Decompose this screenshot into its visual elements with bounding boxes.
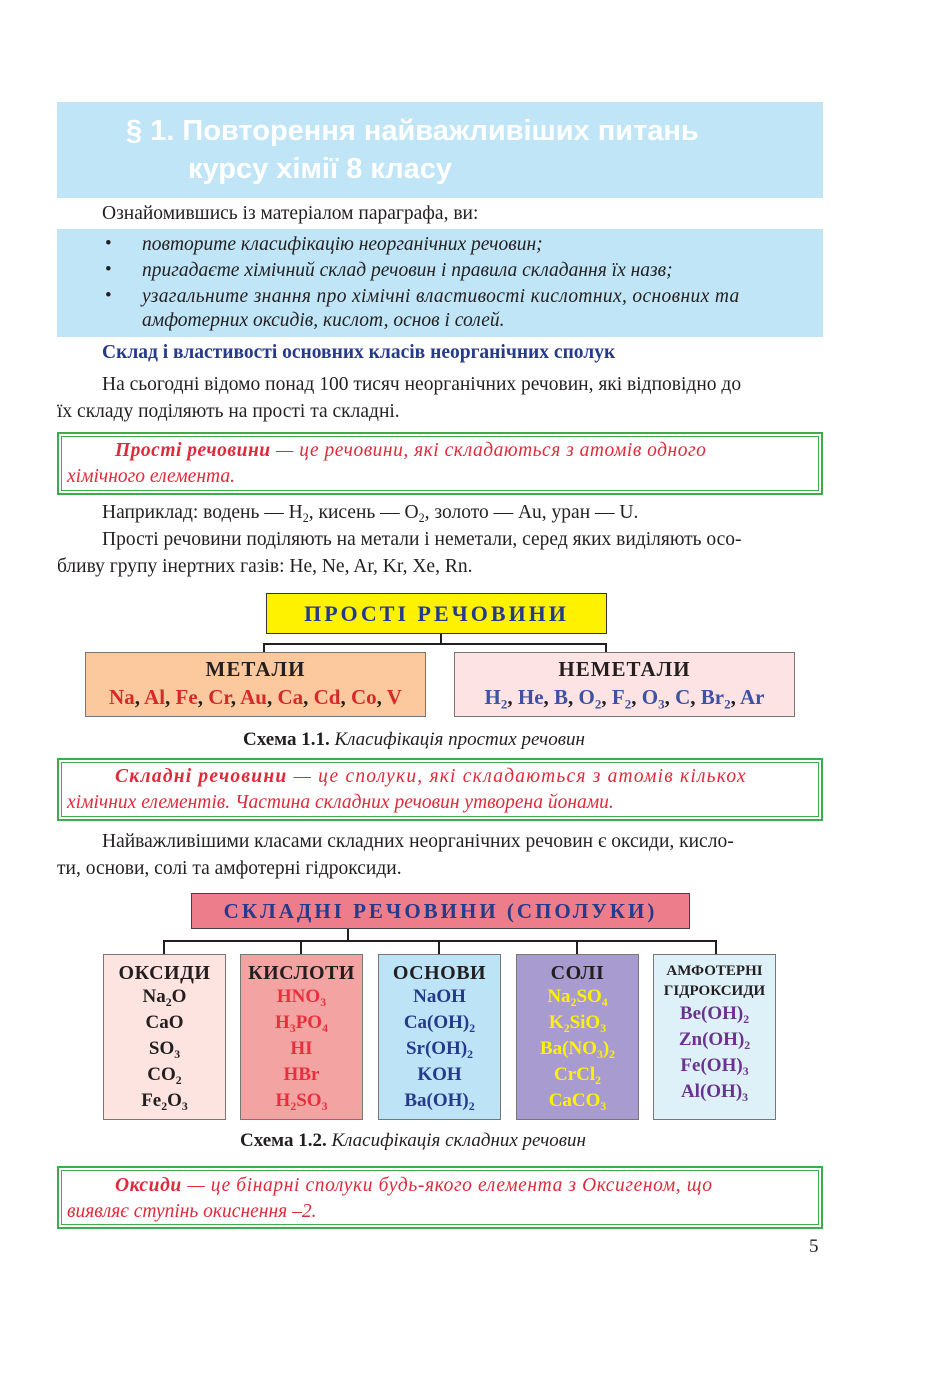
subscript: 2	[302, 511, 309, 526]
definition-term: Оксиди	[115, 1175, 182, 1196]
nonmetal-symbol: O	[641, 685, 659, 709]
nonmetal-symbol: F	[611, 685, 625, 709]
paragraph-line: ти, основи, солі та амфотерні гідроксиди.	[57, 858, 402, 879]
paragraph-line: їх складу поділяють на прості та складні.	[57, 401, 400, 422]
separator: ,	[601, 685, 612, 709]
separator: ,	[664, 685, 676, 709]
paragraph-line: На сьогодні відомо понад 100 тисяч неорганічних речовин, які відповідно до	[102, 374, 742, 395]
separator: ,	[568, 685, 579, 709]
caption-label: Схема 1.1.	[243, 729, 330, 750]
examples-text: Наприклад: водень — H	[102, 502, 303, 523]
metal-symbol: Au	[240, 685, 267, 709]
formula: $Zn(OH)_2$	[678, 1029, 751, 1053]
metal-symbol: Ca	[277, 685, 304, 709]
formula: $Ba(NO_3)_2$	[539, 1038, 616, 1062]
section-heading: Склад і властивості основних класів неорганічних сполук	[102, 342, 616, 363]
formula: $H_2SO_3$	[275, 1090, 328, 1114]
caption-text: Класифікація простих речовин	[334, 729, 585, 750]
column-title: СОЛІ	[550, 962, 605, 984]
metal-symbol: Na	[109, 685, 135, 709]
formula: $Sr(OH)_2$	[405, 1038, 474, 1062]
paragraph-line: бливу групу інертних газів: He, Ne, Ar, Kr, Xe, Rn.	[57, 556, 473, 577]
formula: NaOH	[413, 986, 466, 1007]
caption-text: Класифікація складних речовин	[331, 1130, 586, 1151]
nonmetals-box	[454, 652, 795, 717]
formula: CrCl$_2$	[553, 1064, 602, 1088]
paragraph-title-line1: § 1. Повторення найважливіших питань	[126, 115, 699, 147]
scheme2-connector	[438, 940, 440, 955]
metal-symbol: Cd	[313, 685, 341, 709]
metal-symbol: Al	[144, 685, 166, 709]
subscript: 2	[418, 511, 425, 526]
subscript: 2	[500, 696, 508, 712]
formula: $Be(OH)_2$	[679, 1003, 750, 1027]
caption-label: Схема 1.2.	[240, 1130, 327, 1151]
separator: ,	[690, 685, 701, 709]
formula: $Na_2SO_4$	[547, 986, 608, 1010]
page-number: 5	[809, 1236, 819, 1257]
definition-text: — це сполуки, які складаються з атомів кількох	[287, 766, 747, 787]
separator: ,	[230, 685, 241, 709]
paragraph-line: Найважливішими класами складних неорганічних речовин є оксиди, кисло-	[102, 831, 734, 852]
metal-symbol: Cr	[208, 685, 231, 709]
scheme2-connector	[163, 940, 165, 955]
separator: ,	[197, 685, 209, 709]
formula: HI	[290, 1038, 313, 1059]
bullet-icon: •	[105, 285, 112, 306]
subscript: 2	[724, 696, 731, 712]
scheme2-connector	[300, 940, 302, 955]
separator: ,	[266, 685, 278, 709]
formula: $CO_2$	[147, 1064, 182, 1088]
metals-box	[85, 652, 426, 717]
formula: $Al(OH)_3$	[680, 1081, 749, 1105]
metal-symbol: Co	[351, 685, 377, 709]
formula: $Fe_2O_3$	[141, 1090, 188, 1114]
definition-simple-line2: хімічного елемента.	[67, 466, 235, 487]
separator: ,	[134, 685, 145, 709]
paragraph-line: Прості речовини поділяють на метали і неметали, серед яких виділяють осо-	[102, 529, 742, 550]
definition-text: — це речовини, які складаються з атомів одного	[270, 440, 707, 461]
formula: CaO	[145, 1012, 184, 1033]
column-items	[241, 984, 362, 1114]
column-title: КИСЛОТИ	[248, 962, 355, 984]
column-title: ОСНОВИ	[392, 962, 487, 984]
column-items	[517, 984, 638, 1114]
column-items	[379, 984, 500, 1114]
formula: CaCO$_3$	[548, 1090, 607, 1114]
separator: ,	[631, 685, 642, 709]
separator: ,	[376, 685, 387, 709]
formula: $HNO_3$	[276, 986, 327, 1010]
examples-line	[102, 499, 638, 527]
scheme2-head: СКЛАДНІ РЕЧОВИНИ (СПОЛУКИ)	[191, 893, 690, 929]
column-title-line: АМФОТЕРНІ	[666, 963, 763, 979]
goal-item: амфотерних оксидів, кислот, основ і солей.	[142, 310, 505, 331]
nonmetals-list	[455, 683, 794, 711]
metal-symbol: Fe	[175, 685, 198, 709]
scheme2-caption	[240, 1130, 586, 1152]
separator: ,	[165, 685, 176, 709]
examples-text: , кисень — O	[308, 502, 419, 523]
column-title: ОКСИДИ	[118, 962, 211, 984]
scheme2-connector	[715, 940, 717, 955]
column-title-line: ГІДРОКСИДИ	[663, 983, 766, 999]
separator: ,	[507, 685, 518, 709]
metals-list	[86, 683, 425, 711]
subscript: 2	[594, 696, 602, 712]
formula: $H_3PO_4$	[275, 1012, 328, 1036]
formula: $SO_3$	[148, 1038, 181, 1062]
subscript: 3	[658, 696, 665, 712]
formula: HBr	[283, 1064, 320, 1085]
formula: KOH	[417, 1064, 462, 1085]
formula: $Na_2O$	[142, 986, 187, 1010]
metals-title: МЕТАЛИ	[205, 657, 306, 681]
formula: $Fe(OH)_3$	[680, 1055, 749, 1079]
nonmetal-symbol: B	[554, 685, 569, 709]
subscript: 2	[624, 696, 632, 712]
amphoteric-column	[653, 954, 776, 1120]
column-items	[104, 984, 225, 1114]
nonmetals-title: НЕМЕТАЛИ	[558, 657, 691, 681]
paragraph-title-line2: курсу хімії 8 класу	[188, 153, 453, 185]
examples-text: , золото — Au, уран — U.	[424, 502, 639, 523]
scheme1-connector	[263, 643, 607, 645]
definition-complex-line1	[115, 764, 747, 790]
scheme2-connector	[163, 940, 717, 942]
goal-item: узагальните знання про хімічні властивості кислотних, основних та	[142, 286, 740, 307]
definition-complex-line2: хімічних елементів. Частина складних речовин утворена йонами.	[67, 792, 614, 813]
formula: $K_2SiO_3$	[548, 1012, 607, 1036]
bullet-icon: •	[105, 233, 112, 254]
nonmetal-symbol: C	[675, 685, 691, 709]
metal-symbol: V	[386, 685, 402, 709]
goal-item: повторите класифікацію неорганічних речовин;	[142, 234, 543, 255]
column-items	[654, 1001, 775, 1105]
column-title	[654, 961, 775, 1001]
bullet-icon: •	[105, 259, 112, 280]
bases-column	[378, 954, 501, 1120]
intro-text: Ознайомившись із матеріалом параграфа, ви:	[102, 203, 479, 224]
scheme1-head: ПРОСТІ РЕЧОВИНИ	[266, 593, 607, 634]
definition-term: Складні речовини	[115, 766, 288, 787]
definition-simple-line1	[115, 438, 706, 464]
definition-oxides-line2: виявляє ступінь окиснення –2.	[67, 1201, 317, 1222]
scheme2-connector	[576, 940, 578, 955]
definition-text: — це бінарні сполуки будь-якого елемента з Оксигеном, що	[181, 1175, 713, 1196]
separator: ,	[303, 685, 314, 709]
separator: ,	[340, 685, 351, 709]
nonmetal-symbol: Br	[700, 685, 725, 709]
nonmetal-symbol: He	[517, 685, 544, 709]
salts-column	[516, 954, 639, 1120]
scheme1-caption	[243, 729, 585, 751]
separator: ,	[730, 685, 740, 709]
oxides-column	[103, 954, 226, 1120]
goal-item: пригадаєте хімічний склад речовин і правила складання їх назв;	[142, 260, 673, 281]
definition-term: Прості речовини	[115, 440, 271, 461]
nonmetal-symbol: Ar	[739, 685, 765, 709]
separator: ,	[543, 685, 555, 709]
formula: $Ba(OH)_2$	[404, 1090, 475, 1114]
formula: $Ca(OH)_2$	[403, 1012, 476, 1036]
definition-oxides-line1	[115, 1173, 713, 1199]
nonmetal-symbol: H	[484, 685, 501, 709]
acids-column	[240, 954, 363, 1120]
nonmetal-symbol: O	[578, 685, 595, 709]
